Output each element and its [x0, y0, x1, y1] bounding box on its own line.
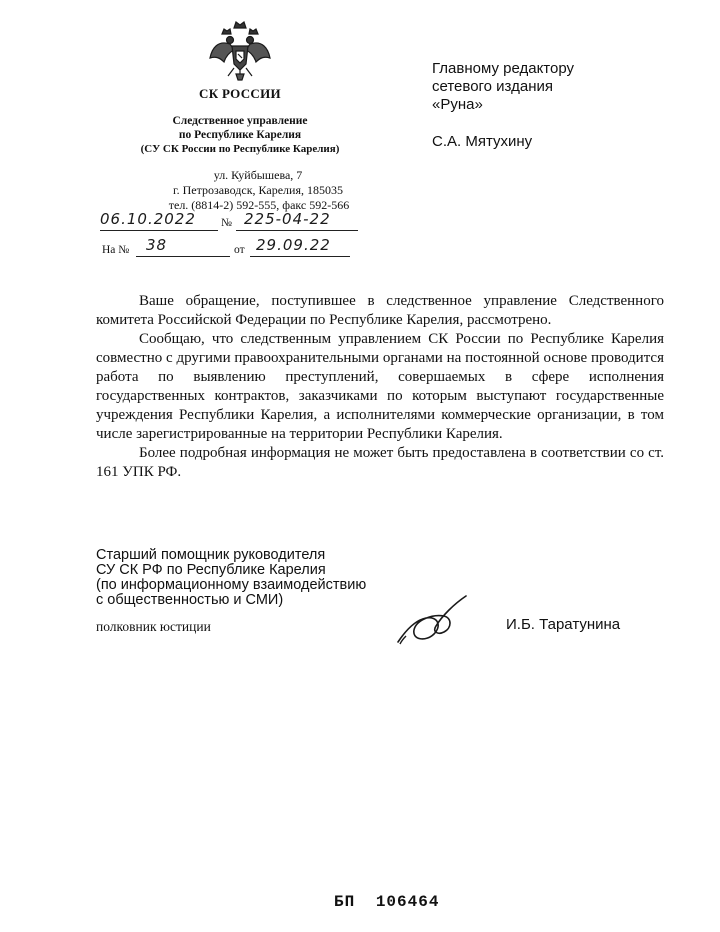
department-short-name: (СУ СК России по Республике Карелия): [140, 143, 340, 155]
coat-of-arms-icon: [208, 18, 272, 84]
reply-to-number: 38: [146, 236, 168, 254]
position-line-4: с общественностью и СМИ): [96, 592, 284, 608]
serial-number: 106464: [375, 893, 440, 911]
position-line-1: Старший помощник руководителя: [96, 547, 326, 563]
body-paragraph: Более подробная информация не может быть предоставлена в соответствии со ст. 161 УПК РФ.: [96, 445, 664, 480]
reply-date-underline: [250, 256, 350, 257]
number-label: №: [221, 217, 232, 229]
number-underline: [236, 230, 358, 231]
recipient-line-3: «Руна»: [432, 96, 483, 113]
outgoing-date: 06.10.2022: [100, 210, 196, 228]
outgoing-number: 225-04-22: [244, 210, 331, 228]
reply-to-label: На №: [102, 244, 130, 256]
serial-prefix: БП: [334, 893, 356, 911]
signatory-rank: полковник юстиции: [96, 619, 211, 634]
org-name: СК РОССИИ: [199, 86, 281, 101]
department-line-1: Следственное управление: [172, 115, 308, 127]
department-line-2: по Республике Карелия: [178, 129, 302, 141]
reply-number-underline: [136, 256, 230, 257]
recipient-line-1: Главному редактору: [432, 60, 575, 77]
reply-to-date: 29.09.22: [256, 236, 331, 254]
signature-icon: [392, 590, 482, 652]
position-line-3: (по информационному взаимодействию: [96, 577, 367, 593]
body-paragraph: Ваше обращение, поступившее в следственное управление Следственного комитета Российской Федерации по Республике Карелия, рассмотрено.: [96, 293, 664, 328]
signatory-name: И.Б. Таратунина: [506, 616, 621, 633]
from-label: от: [234, 244, 245, 256]
recipient-line-2: сетевого издания: [432, 78, 553, 95]
letter-body: [96, 292, 664, 482]
contact-phones: тел. (8814-2) 592-555, факс 592-566: [168, 198, 350, 212]
body-paragraph: Сообщаю, что следственным управлением СК России по Республике Карелия совместно с другими правоохранительными органами на постоянной основе проводится работа по выявлению преступлений, совершаемых в сфере исполнения государственных контрактов, заказчиками по которым выступают государственные учреждения Республики Карелия, а исполнителями коммерческие организации, в том числе зарегистрированные на территории Республики Карелия.: [96, 331, 664, 442]
date-underline: [100, 230, 218, 231]
address-city: г. Петрозаводск, Карелия, 185035: [173, 183, 343, 197]
signatory-position: [96, 548, 366, 608]
recipient-block: [432, 60, 574, 151]
position-line-2: СУ СК РФ по Республике Карелия: [96, 562, 326, 578]
form-serial-number: [334, 893, 439, 911]
address-street: ул. Куйбышева, 7: [213, 168, 303, 182]
recipient-name: С.А. Мятухину: [432, 133, 533, 150]
